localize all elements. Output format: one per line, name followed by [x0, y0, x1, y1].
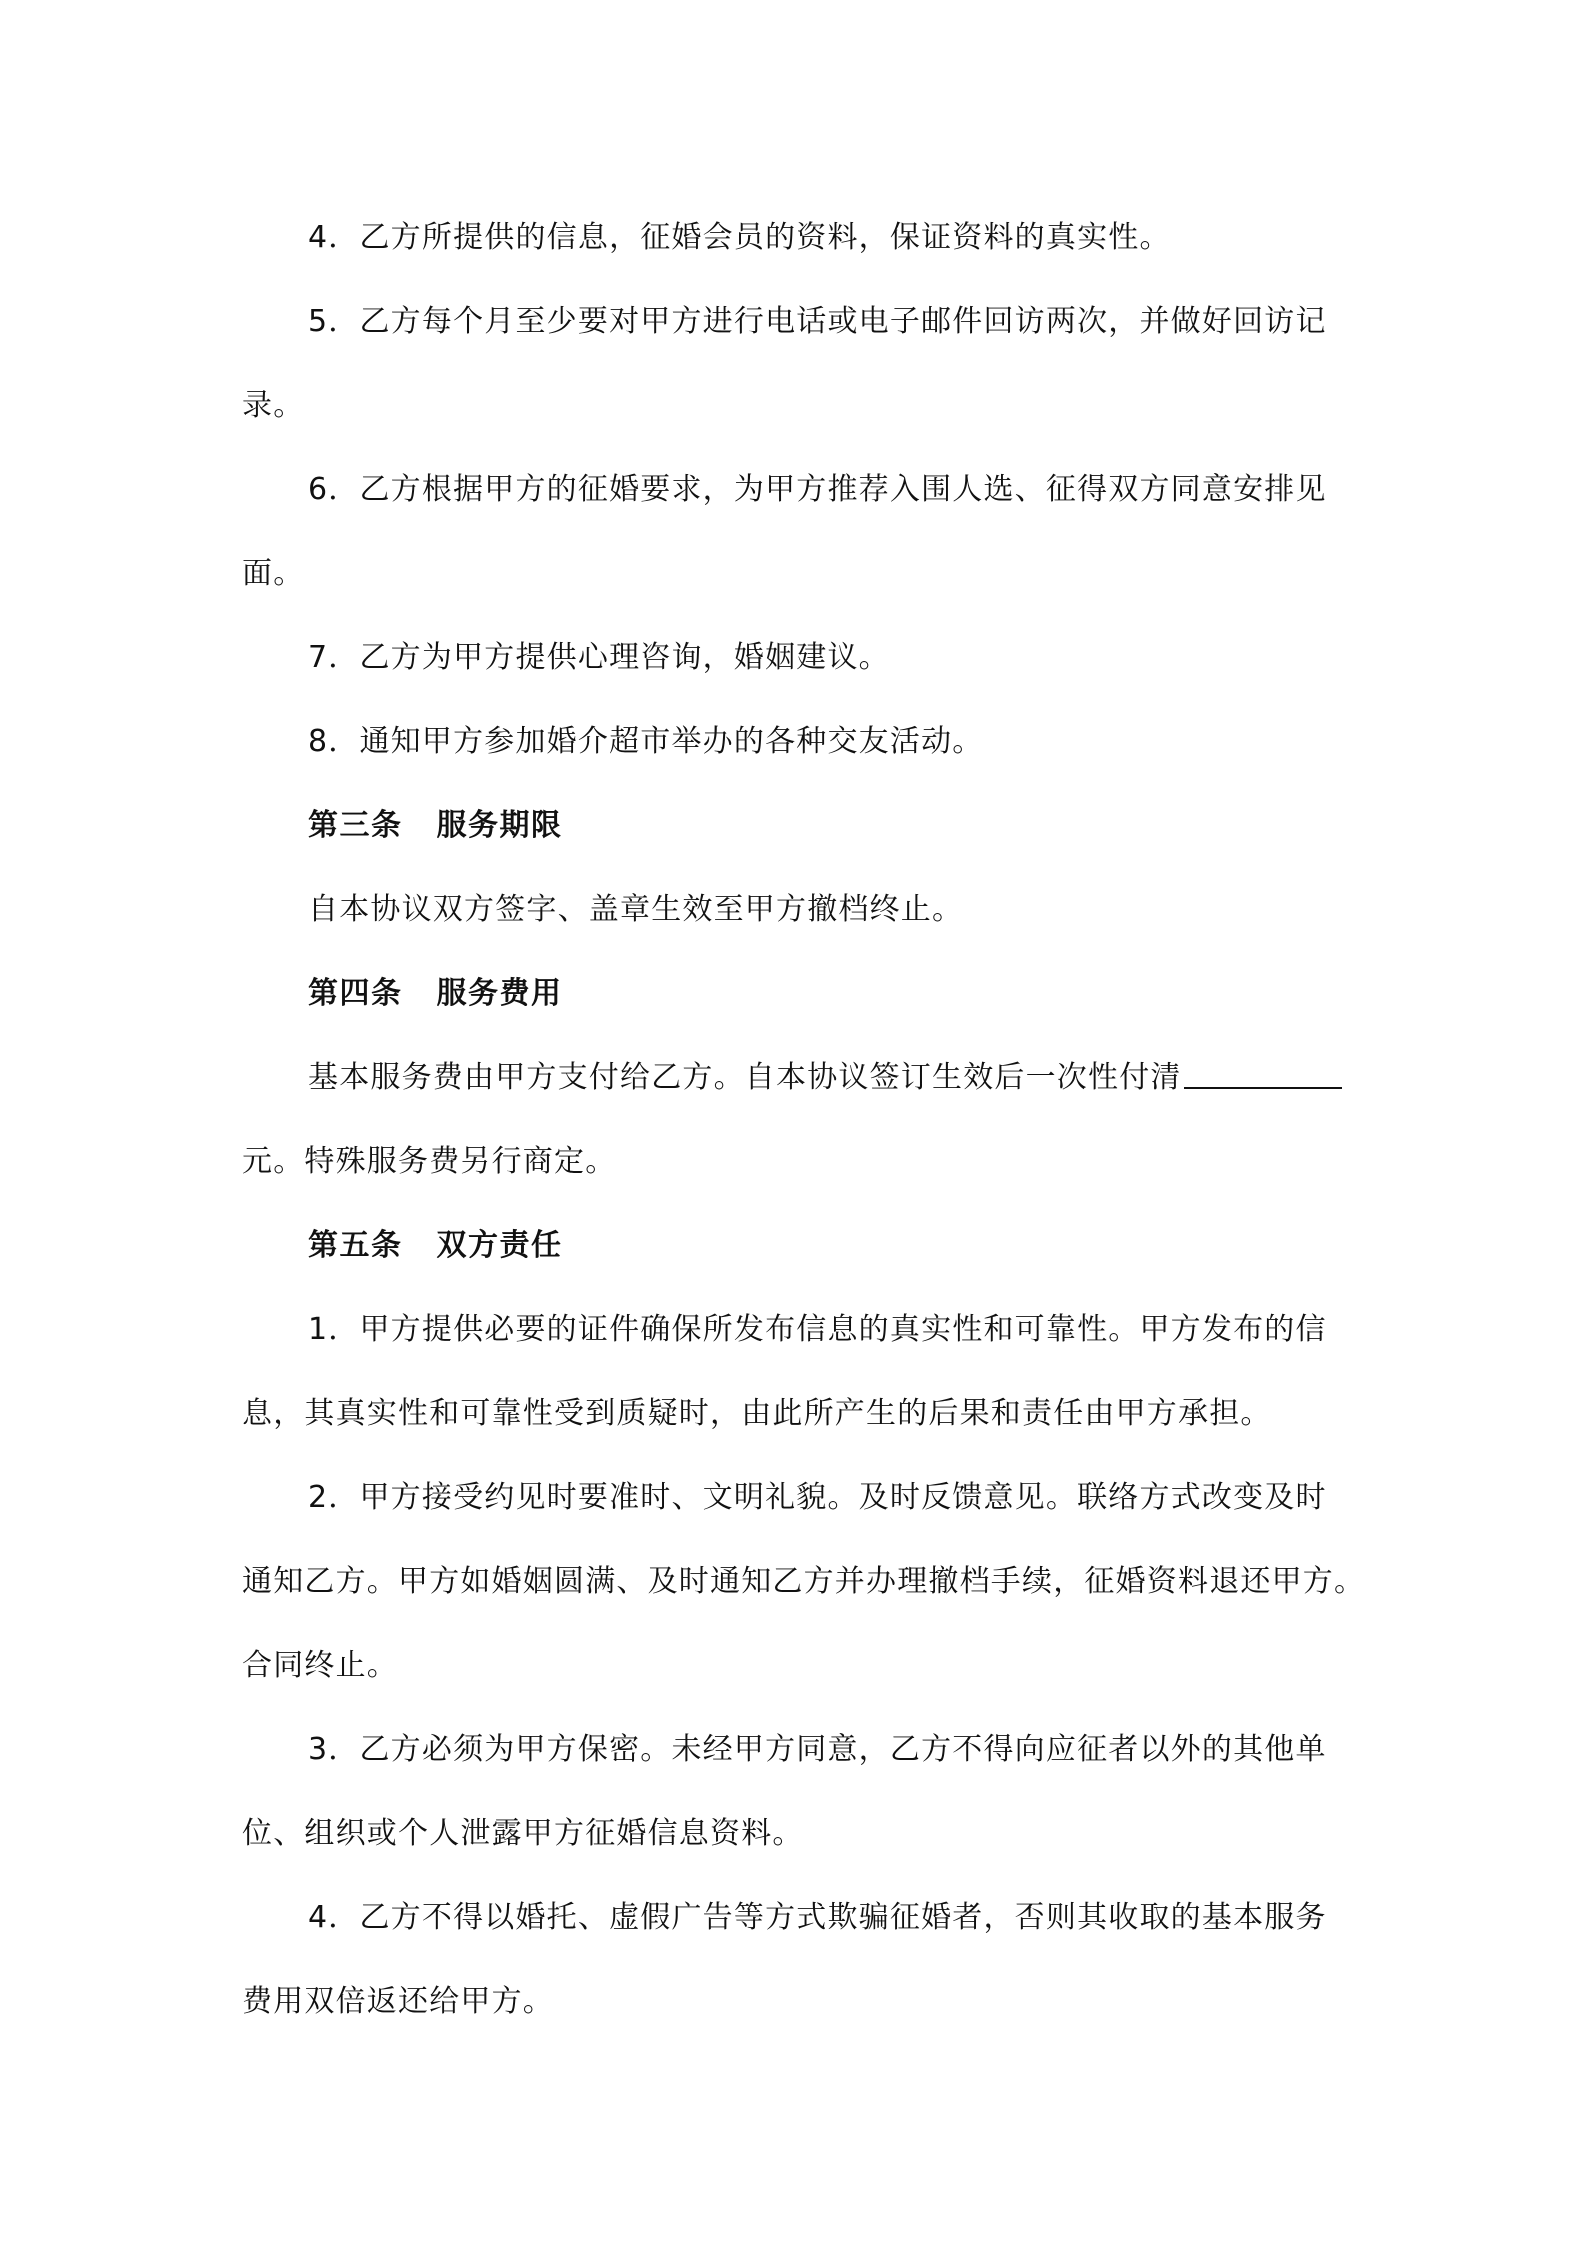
article-4-heading: [242, 952, 1352, 1036]
clause-item-6-line1: 6．乙方根据甲方的征婚要求，为甲方推荐入围人选、征得双方同意安排见: [308, 472, 1327, 507]
article-3-title: 服务期限: [436, 808, 563, 843]
article-3-heading: [242, 784, 1352, 868]
article-4-text-line1: [242, 1036, 1352, 1120]
clause-item-6-line2: 面。: [242, 556, 305, 591]
article-4-text-line2: 元。特殊服务费另行商定。: [242, 1144, 617, 1179]
article-5-title: 双方责任: [436, 1228, 563, 1263]
article-3-text: 自本协议双方签字、盖章生效至甲方撤档终止。: [308, 892, 964, 927]
article-5-item-2-line1: 2．甲方接受约见时要准时、文明礼貌。及时反馈意见。联络方式改变及时: [308, 1480, 1327, 1515]
article-5-item-2-line2: 通知乙方。甲方如婚姻圆满、及时通知乙方并办理撤档手续，征婚资料退还甲方。: [242, 1564, 1366, 1599]
clause-item-4: 4．乙方所提供的信息，征婚会员的资料，保证资料的真实性。: [308, 220, 1171, 255]
clause-item-7: 7．乙方为甲方提供心理咨询，婚姻建议。: [308, 640, 890, 675]
article-5-item-4-line1: 4．乙方不得以婚托、虚假广告等方式欺骗征婚者，否则其收取的基本服务: [308, 1900, 1327, 1935]
article-5-item-2-line3: 合同终止。: [242, 1648, 398, 1683]
clause-item-8: 8．通知甲方参加婚介超市举办的各种交友活动。: [308, 724, 984, 759]
article-5-number: 第五条: [308, 1228, 403, 1263]
clause-item-5-line1: 5．乙方每个月至少要对甲方进行电话或电子邮件回访两次，并做好回访记: [308, 304, 1327, 339]
article-4-text: 基本服务费由甲方支付给乙方。自本协议签订生效后一次性付清: [308, 1060, 1182, 1095]
article-5-item-3-line1: 3．乙方必须为甲方保密。未经甲方同意，乙方不得向应征者以外的其他单: [308, 1732, 1327, 1767]
contract-body: [242, 196, 1366, 2044]
amount-blank-field: [1184, 1057, 1342, 1089]
article-5-item-4-line2: 费用双倍返还给甲方。: [242, 1984, 554, 2019]
article-5-heading: [242, 1204, 1352, 1288]
article-4-number: 第四条: [308, 976, 403, 1011]
article-3-number: 第三条: [308, 808, 403, 843]
clause-item-5-line2: 录。: [242, 388, 305, 423]
article-5-item-1-line2: 息，其真实性和可靠性受到质疑时，由此所产生的后果和责任由甲方承担。: [242, 1396, 1272, 1431]
article-4-title: 服务费用: [436, 976, 563, 1011]
article-5-item-1-line1: 1．甲方提供必要的证件确保所发布信息的真实性和可靠性。甲方发布的信: [308, 1312, 1327, 1347]
article-5-item-3-line2: 位、组织或个人泄露甲方征婚信息资料。: [242, 1816, 804, 1851]
